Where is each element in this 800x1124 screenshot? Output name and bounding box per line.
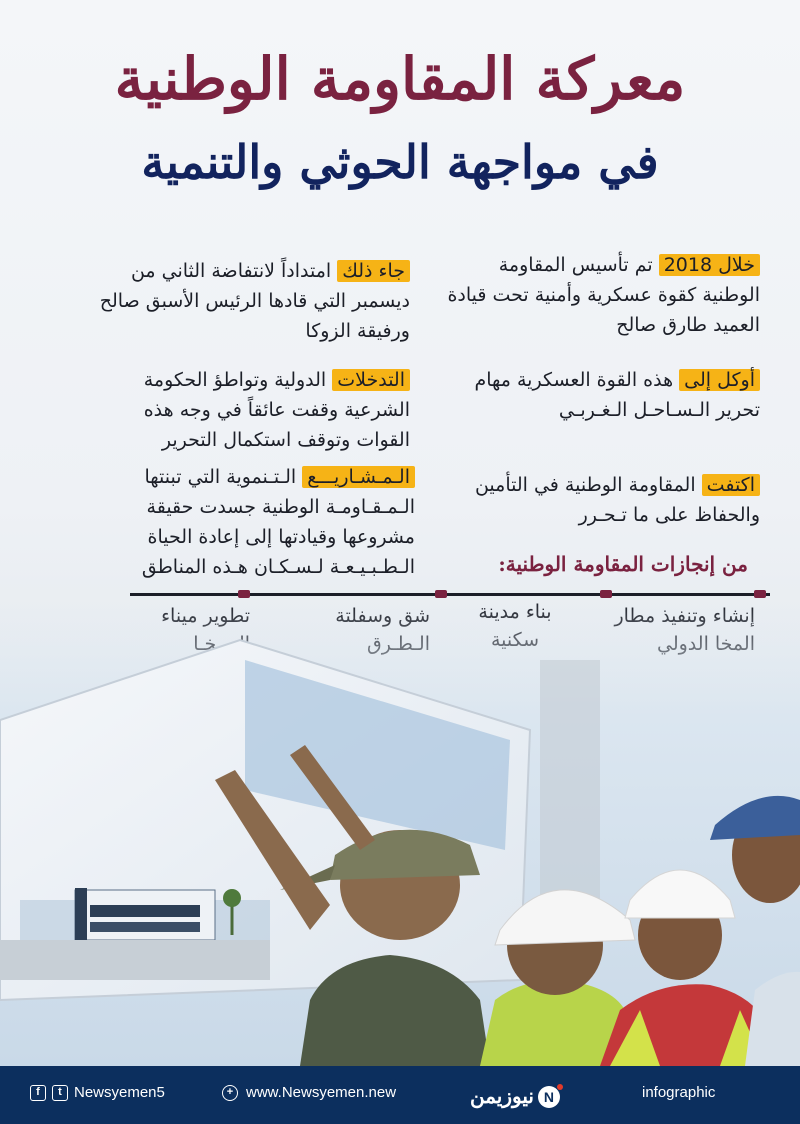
achievements-title: من إنجازات المقاومة الوطنية: [498, 552, 748, 576]
category-label: infographic [642, 1084, 716, 1101]
social-links [30, 1084, 165, 1101]
facebook-icon[interactable]: f [30, 1085, 46, 1101]
footer-bar [0, 1066, 800, 1124]
website-link [222, 1084, 396, 1101]
block-text: هذه القوة العسكرية مهام تحرير الـسـاحـل الـغـربـي [474, 369, 760, 421]
timeline-marker [435, 590, 447, 598]
highlight-label: الـمـشـاريـــع [302, 466, 415, 488]
social-handle: Newsyemen5 [74, 1084, 165, 1101]
block-text: الـتـنموية التي تبنتها الـمـقـاومـة الوطنية جسدت حقيقة مشروعها وقيادتها إلى إعادة الحياة الـطـبـيـعـة لـسـكـان هـذه المناطق [141, 466, 415, 578]
highlight-label: التدخلات [332, 369, 410, 391]
highlight-label: أوكل إلى [679, 369, 760, 391]
text-block-security [440, 470, 760, 530]
highlight-label: اكتفت [702, 474, 760, 496]
page-title: معركة المقاومة الوطنية [114, 45, 686, 113]
achievements-timeline [130, 593, 770, 596]
timeline-marker [600, 590, 612, 598]
block-text: امتداداً لانتفاضة الثاني من ديسمبر التي قادها الرئيس الأسبق صالح ورفيقة الزوكا [99, 260, 410, 342]
text-block-projects [85, 462, 415, 582]
block-text: الدولية وتواطؤ الحكومة الشرعية وقفت عائقاً في وجه هذه القوات وتوقف استكمال التحرير [143, 369, 410, 451]
text-block-mission [440, 365, 760, 425]
brand-logo [470, 1084, 560, 1109]
twitter-icon[interactable]: t [52, 1085, 68, 1101]
logo-text: نيوزيمن [470, 1086, 534, 1108]
timeline-marker [238, 590, 250, 598]
highlight-label: جاء ذلك [337, 260, 410, 282]
photo-officials-reviewing-plan [0, 600, 800, 1066]
highlight-label: خلال 2018 [659, 254, 760, 276]
website-url[interactable]: www.Newsyemen.new [246, 1084, 397, 1101]
text-block-founding [440, 250, 760, 340]
timeline-marker [754, 590, 766, 598]
block-text: تم تأسيس المقاومة الوطنية كقوة عسكرية وأمنية تحت قيادة العميد طارق صالح [447, 254, 760, 336]
page-subtitle: في مواجهة الحوثي والتنمية [141, 135, 659, 189]
globe-icon: + [222, 1085, 238, 1101]
text-block-background [90, 256, 410, 346]
text-block-interventions [90, 365, 410, 455]
block-text: المقاومة الوطنية في التأمين والحفاظ على ما تـحـرر [474, 474, 760, 526]
logo-mark: N [538, 1086, 560, 1108]
